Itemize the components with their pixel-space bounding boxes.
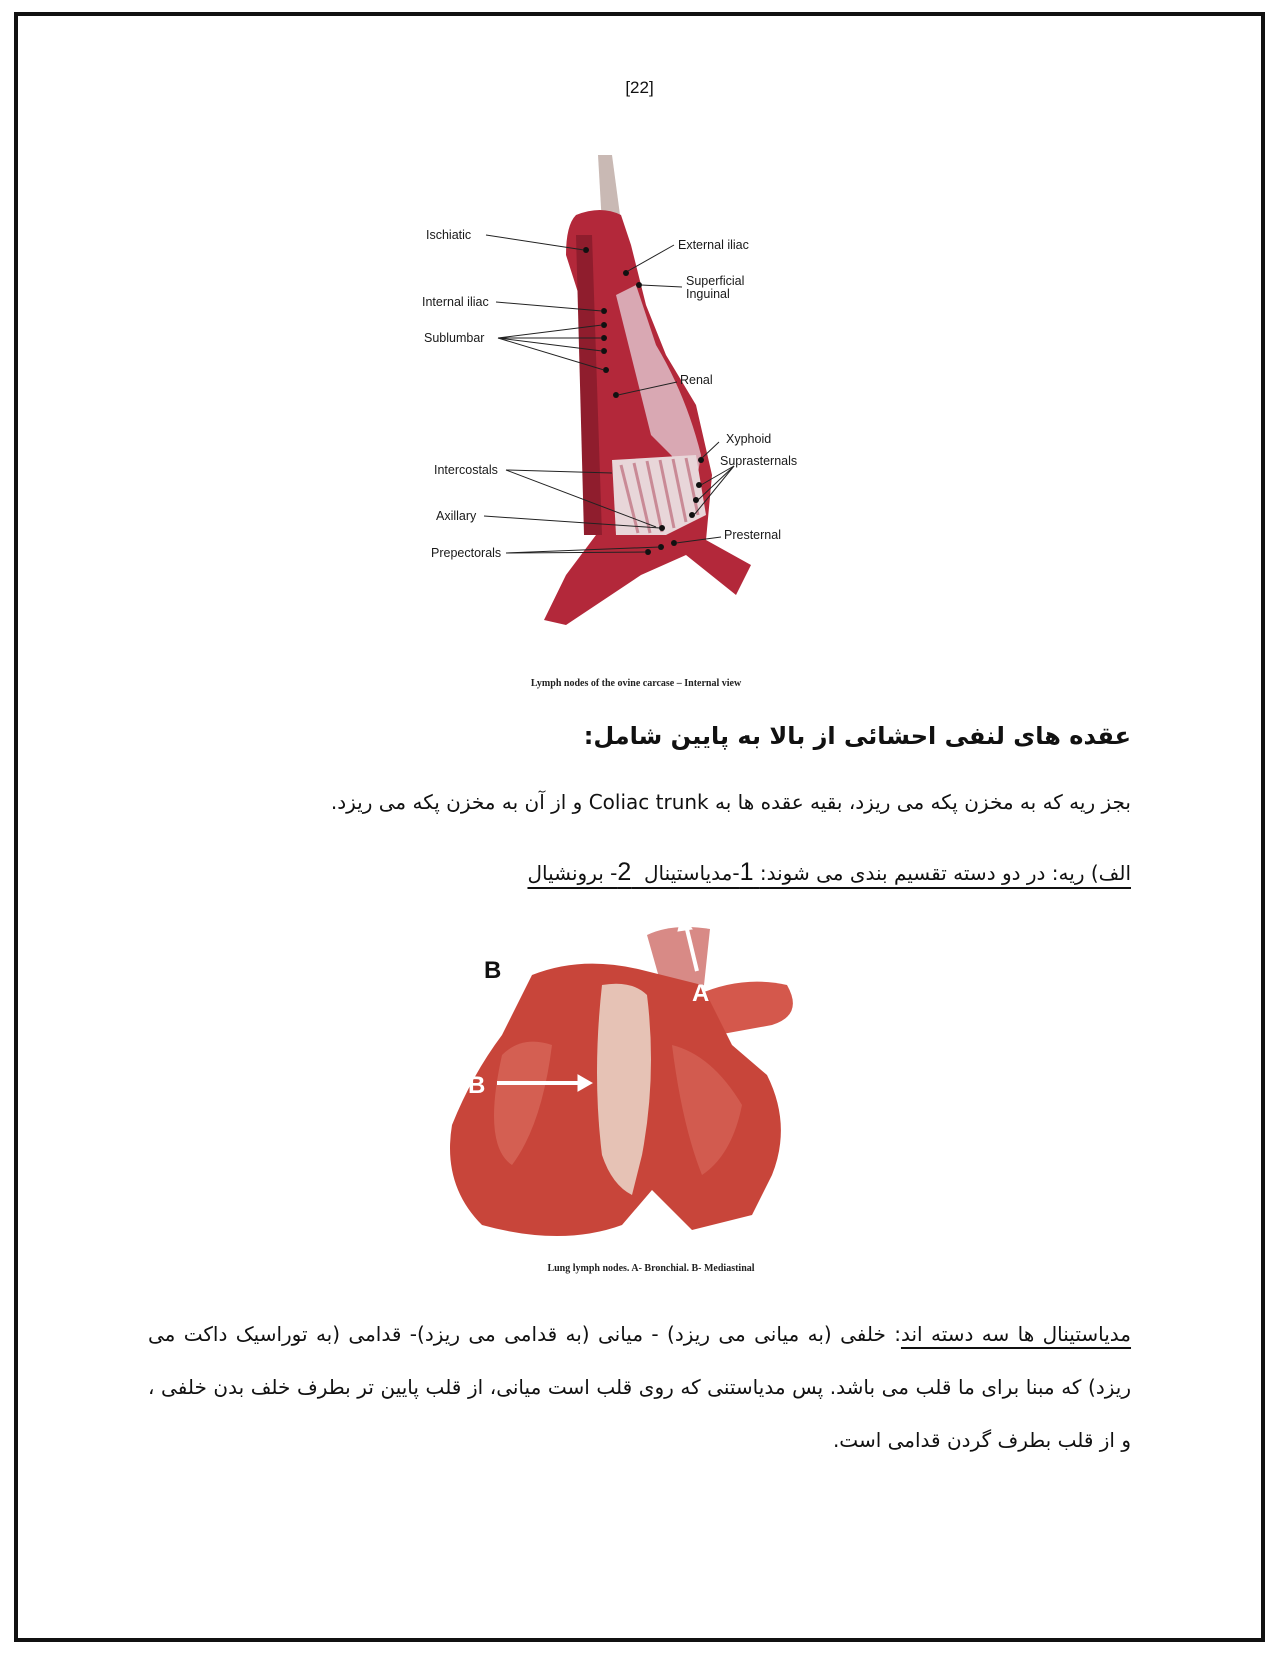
lung-label-b-top: B (484, 957, 502, 984)
lung-figure (442, 925, 860, 1257)
label-xyphoid: Xyphoid (726, 432, 772, 446)
para2-num2: 2 (617, 858, 632, 886)
lung-figure-caption: Lung lymph nodes. A- Bronchial. B- Mediastinal (547, 1263, 755, 1274)
para3-underlined: مدیاستینال ها سه دسته اند (900, 1322, 1132, 1346)
para2-num1: 1 (739, 858, 754, 886)
paragraph-lung-groups (527, 858, 1131, 887)
para1-part2: و از آن به مخزن پکه می ریزد. (330, 790, 583, 814)
label-presternal: Presternal (724, 528, 781, 542)
page-number: [22] (625, 78, 654, 97)
label-ischiatic: Ischiatic (426, 228, 472, 242)
label-axillary: Axillary (436, 509, 477, 523)
label-sublumbar: Sublumbar (424, 331, 485, 345)
para3-rest: : خلفی (به میانی می ریزد) - میانی (به قدامی می ریزد)- قدامی (به توراسیک داکت می ریزد) که مبنا برای ما قلب می باشد. پس مدیاستنی که روی قلب است میانی، از قلب پایین تر بطرف خلف بدن خلفی ، و از قلب بطرف گردن قدامی است. (148, 1322, 1131, 1452)
carcass-figure (416, 155, 856, 660)
label-prepectorals: Prepectorals (431, 546, 502, 560)
label-intercostals: Intercostals (434, 463, 498, 477)
label-suprasternals: Suprasternals (720, 454, 798, 468)
para1-term: Coliac trunk (588, 790, 709, 814)
label-inguinal: Inguinal (686, 287, 730, 301)
paragraph-coliac (331, 790, 1131, 814)
label-superficial: Superficial (686, 274, 745, 288)
section-heading: عقده های لنفی احشائی از بالا به پایین شامل: (583, 722, 1131, 750)
lung-label-b-bottom: B (468, 1072, 486, 1099)
lung-label-a: A (692, 980, 710, 1007)
para2-item1: -مدیاستینال (644, 861, 740, 885)
label-renal: Renal (680, 373, 713, 387)
carcass-illustration (416, 155, 856, 660)
lung-illustration (442, 925, 860, 1257)
label-internal-iliac: Internal iliac (422, 295, 489, 309)
para2-item2: - برونشیال (527, 861, 618, 885)
carcass-figure-caption: Lymph nodes of the ovine carcase – Internal view (530, 678, 742, 689)
para2-part1: الف) ریه: در دو دسته تقسیم بندی می شوند: (759, 861, 1131, 885)
para1-part1: بجز ریه که به مخزن پکه می ریزد، بقیه عقده ها به (714, 790, 1131, 814)
label-external-iliac: External iliac (678, 238, 749, 252)
paragraph-mediastinal (148, 1308, 1131, 1467)
